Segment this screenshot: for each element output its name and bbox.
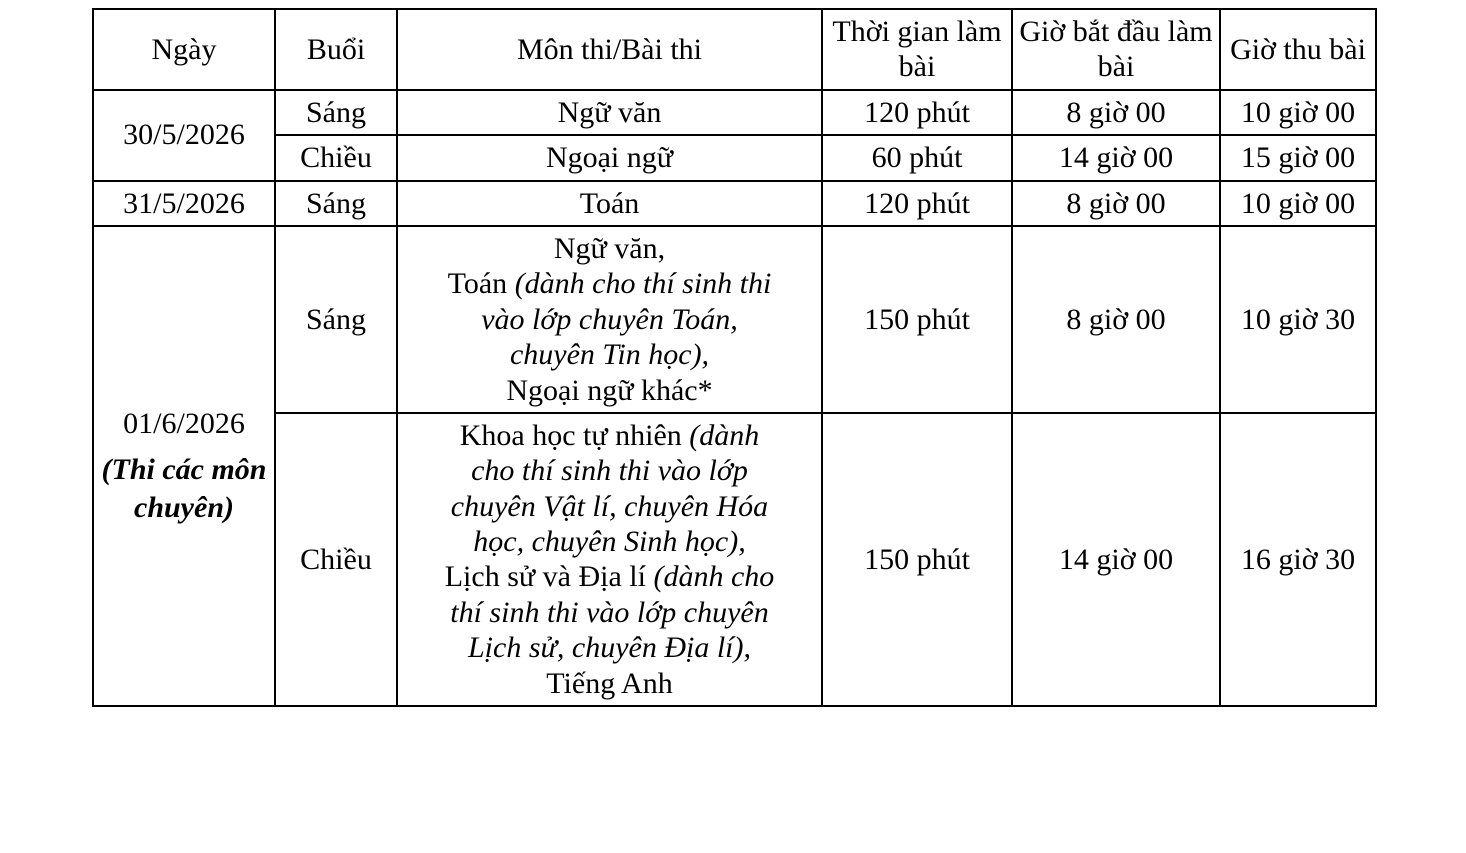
subject-line: Ngữ văn, (553, 231, 666, 265)
cell-date (93, 226, 275, 706)
cell-end-time: 10 giờ 30 (1220, 226, 1376, 413)
cell-session: Sáng (275, 181, 397, 226)
table-header (93, 9, 1376, 90)
cell-start-time: 14 giờ 00 (1012, 135, 1220, 180)
cell-duration: 60 phút (822, 135, 1012, 180)
subject-line: Ngoại ngữ (545, 141, 674, 175)
cell-subject (397, 226, 822, 413)
exam-schedule-table (92, 8, 1377, 707)
cell-session: Sáng (275, 226, 397, 413)
subject-text: Khoa học tự nhiên (459, 418, 690, 452)
subject-line: vào lớp chuyên Toán, (481, 302, 738, 336)
cell-session: Sáng (275, 90, 397, 135)
cell-date-note: (Thi các môn chuyên) (101, 453, 267, 524)
subject-line: Lịch sử, chuyên Địa lí), (468, 631, 751, 665)
document-page (0, 8, 1466, 853)
cell-subject (397, 413, 822, 706)
subject-line: Ngoại ngữ khác* (506, 373, 713, 407)
subject-line (404, 266, 815, 301)
cell-duration: 150 phút (822, 413, 1012, 706)
subject-line: Ngữ văn (557, 95, 662, 129)
cell-date-value: 01/6/2026 (123, 406, 245, 440)
subject-line: chuyên Tin học), (509, 338, 710, 372)
subject-line: chuyên Vật lí, chuyên Hóa (450, 489, 769, 523)
subject-line: cho thí sinh thi vào lớp (471, 454, 748, 488)
subject-line: học, chuyên Sinh học), (473, 525, 746, 559)
subject-line: Toán (579, 186, 640, 220)
cell-subject (397, 135, 822, 180)
cell-start-time: 8 giờ 00 (1012, 90, 1220, 135)
subject-text: Toán (447, 267, 515, 301)
subject-line (404, 559, 815, 594)
table-header-row (93, 9, 1376, 90)
cell-subject (397, 181, 822, 226)
cell-duration: 120 phút (822, 181, 1012, 226)
table-row (93, 181, 1376, 226)
column-header-date: Ngày (93, 9, 275, 90)
cell-end-time: 15 giờ 00 (1220, 135, 1376, 180)
table-row (93, 135, 1376, 180)
subject-text: Lịch sử và Địa lí (444, 560, 654, 594)
subject-text-italic: (dành (689, 418, 760, 452)
column-header-subject: Môn thi/Bài thi (397, 9, 822, 90)
subject-line: Tiếng Anh (546, 666, 673, 700)
cell-end-time: 10 giờ 00 (1220, 181, 1376, 226)
cell-date: 30/5/2026 (93, 90, 275, 181)
subject-line (404, 418, 815, 453)
table-body (93, 90, 1376, 706)
cell-end-time: 16 giờ 30 (1220, 413, 1376, 706)
column-header-duration: Thời gian làm bài (822, 9, 1012, 90)
subject-text-italic: (dành cho (653, 560, 775, 594)
cell-start-time: 14 giờ 00 (1012, 413, 1220, 706)
column-header-start-time: Giờ bắt đầu làm bài (1012, 9, 1220, 90)
cell-start-time: 8 giờ 00 (1012, 181, 1220, 226)
cell-duration: 150 phút (822, 226, 1012, 413)
table-row (93, 90, 1376, 135)
cell-date: 31/5/2026 (93, 181, 275, 226)
column-header-session: Buổi (275, 9, 397, 90)
column-header-end-time: Giờ thu bài (1220, 9, 1376, 90)
table-row (93, 226, 1376, 413)
cell-session: Chiều (275, 135, 397, 180)
table-row (93, 413, 1376, 706)
subject-line: thí sinh thi vào lớp chuyên (450, 595, 769, 629)
cell-subject (397, 90, 822, 135)
cell-end-time: 10 giờ 00 (1220, 90, 1376, 135)
subject-text-italic: (dành cho thí sinh thi (514, 267, 772, 301)
cell-duration: 120 phút (822, 90, 1012, 135)
cell-start-time: 8 giờ 00 (1012, 226, 1220, 413)
cell-session: Chiều (275, 413, 397, 706)
